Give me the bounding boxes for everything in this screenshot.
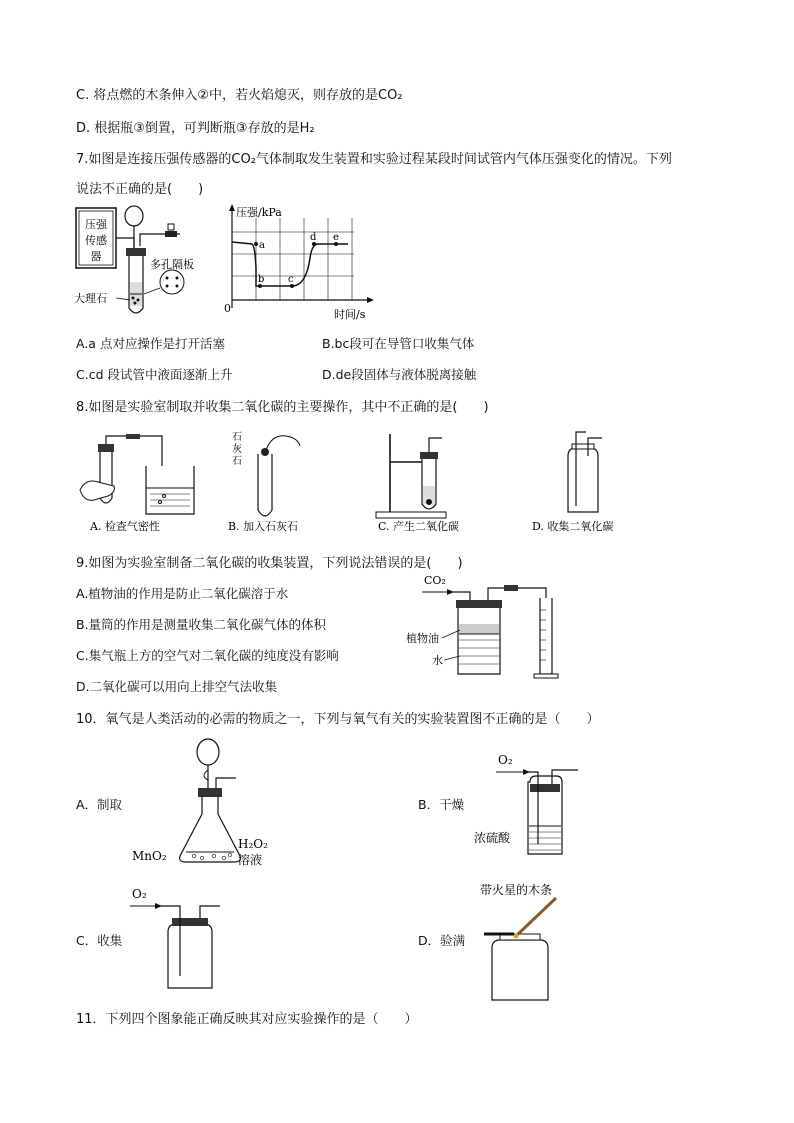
point-d: d	[310, 232, 317, 243]
q7-option-c: C.cd 段试管中液面逐渐上升	[76, 367, 233, 382]
graph-xlabel: 时间/s	[334, 308, 366, 321]
q7-option-a: A.a 点对应操作是打开活塞	[76, 336, 225, 351]
sensor-label-2: 传感	[85, 234, 107, 247]
q7-stem-line2: 说法不正确的是( )	[76, 182, 204, 197]
limestone-label-2: 灰	[232, 444, 242, 455]
q7-option-b: B.bc段可在导管口收集气体	[322, 336, 475, 351]
q9-stem: 9.如图为实验室制备二氧化碳的收集装置，下列说法错误的是( )	[76, 556, 463, 571]
q10-option-d: D．验满	[418, 933, 466, 948]
q10-fig-a	[130, 734, 280, 874]
q8-figure	[72, 426, 662, 538]
q10-option-a: A．制取	[76, 797, 123, 812]
graph-ylabel: 压强/kPa	[236, 206, 282, 219]
q6-option-d: D. 根据瓶③倒置，可判断瓶③存放的是H₂	[76, 121, 315, 136]
h2o2-label: H₂O₂	[238, 837, 268, 851]
q10-fig-d	[470, 878, 610, 1004]
point-c: c	[288, 274, 294, 285]
q10b-o2-label: O₂	[498, 753, 513, 767]
q10c-o2-label: O₂	[132, 887, 147, 901]
q8-fig-c	[376, 434, 459, 533]
q8-fig-d	[532, 432, 613, 533]
q9-oil-label: 植物油	[406, 632, 439, 645]
solution-label: 溶液	[238, 853, 263, 867]
q10-fig-c	[128, 882, 238, 992]
pressure-graph	[224, 204, 374, 321]
q9-co2-label: CO₂	[424, 574, 446, 587]
q8-fig-a	[80, 434, 194, 533]
q8-stem: 8.如图是实验室制取并收集二氧化碳的主要操作，其中不正确的是( )	[76, 400, 489, 415]
splint-label: 带火星的木条	[480, 883, 553, 897]
q8-caption-c: C. 产生二氧化碳	[378, 520, 460, 533]
q8-caption-b: B. 加入石灰石	[228, 520, 299, 533]
point-e: e	[333, 232, 339, 243]
q9-option-a: A.植物油的作用是防止二氧化碳溶于水	[76, 586, 289, 601]
q7-figure	[72, 198, 382, 328]
q9-option-c: C.集气瓶上方的空气对二氧化碳的纯度没有影响	[76, 648, 339, 663]
sensor-label-3: 器	[90, 250, 102, 263]
q11-stem: 11．下列四个图象能正确反映其对应实验操作的是（ ）	[76, 1012, 418, 1027]
acid-label: 浓硫酸	[474, 831, 511, 845]
graph-origin: 0	[224, 302, 231, 315]
point-b: b	[258, 274, 265, 285]
q9-water-label: 水	[432, 654, 443, 667]
point-a: a	[259, 240, 265, 251]
mno2-label: MnO₂	[132, 849, 167, 863]
limestone-label-1: 石	[232, 432, 242, 443]
q7-option-d: D.de段固体与液体脱离接触	[322, 367, 477, 382]
q10-option-b: B．干燥	[418, 797, 465, 812]
q9-option-d: D.二氧化碳可以用向上排空气法收集	[76, 679, 278, 694]
q10-stem: 10．氧气是人类活动的必需的物质之一，下列与氧气有关的实验装置图不正确的是（ ）	[76, 712, 600, 727]
q7-stem-line1: 7.如图是连接压强传感器的CO₂气体制取发生装置和实验过程某段时间试管内气体压强变化的情况。下列	[76, 152, 672, 167]
q8-caption-a: A. 检查气密性	[90, 520, 160, 533]
marble-label: 大理石	[74, 292, 107, 305]
q10-fig-b	[470, 748, 590, 860]
q10-option-c: C．收集	[76, 933, 123, 948]
q9-option-b: B.量筒的作用是测量收集二氧化碳气体的体积	[76, 617, 327, 632]
q8-fig-b	[228, 431, 300, 533]
porous-plate-label: 多孔隔板	[150, 258, 194, 271]
sensor-label-1: 压强	[85, 218, 107, 231]
q9-figure	[400, 570, 580, 682]
q8-caption-d: D. 收集二氧化碳	[532, 520, 614, 533]
q6-option-c: C. 将点燃的木条伸入②中，若火焰熄灭，则存放的是CO₂	[76, 88, 403, 103]
limestone-label-3: 石	[232, 456, 242, 467]
